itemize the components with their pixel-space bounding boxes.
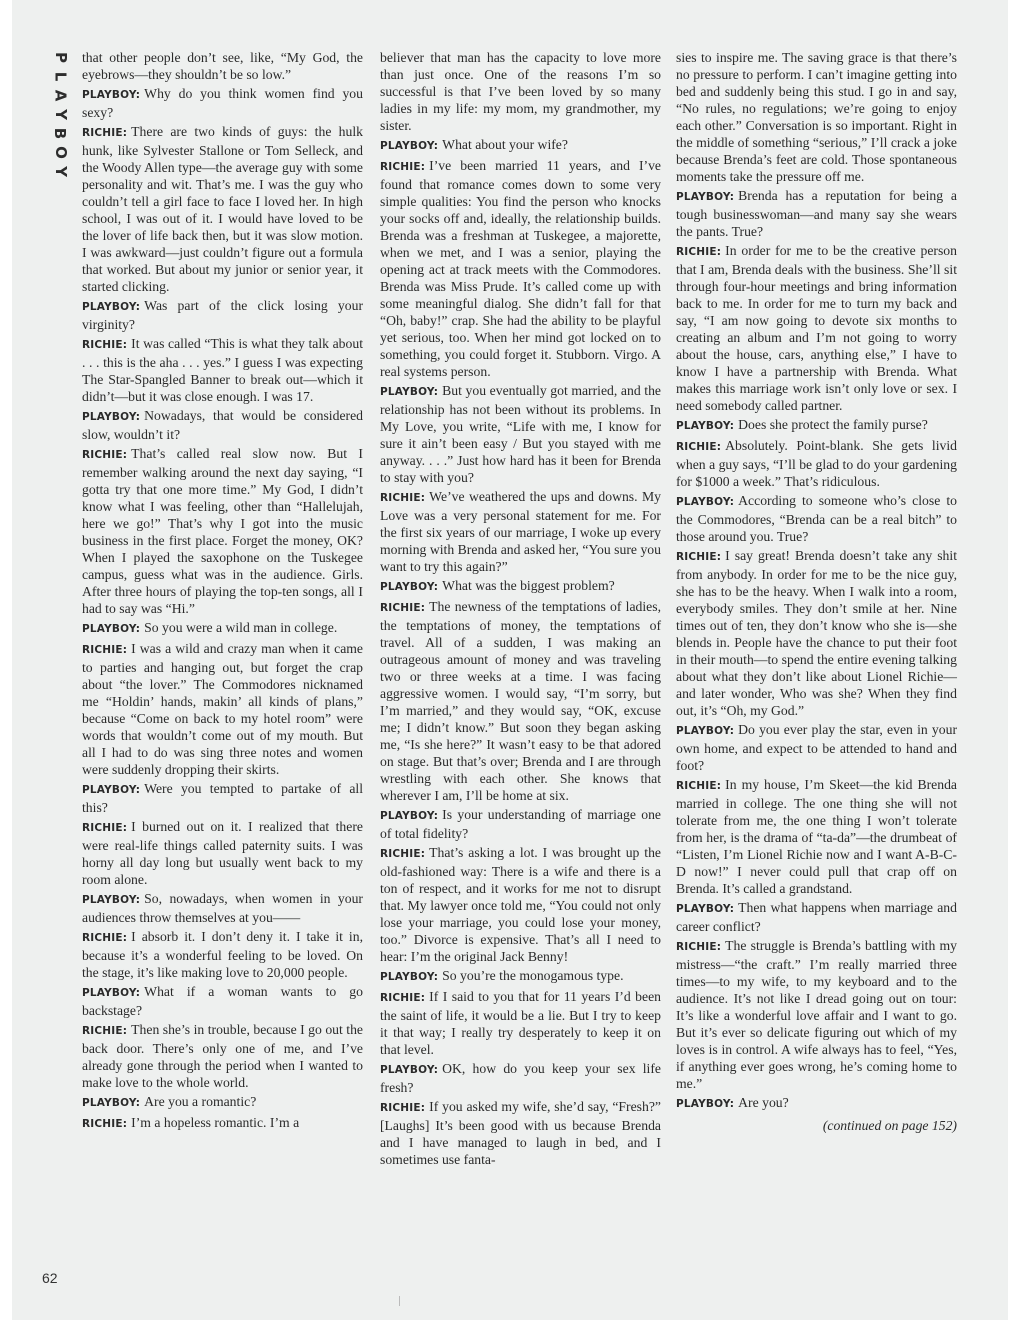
speaker-label: PLAYBOY: bbox=[676, 496, 735, 508]
interview-paragraph bbox=[380, 136, 661, 155]
paragraph-text: Do you ever play the star, even in your own home, and expect to be attended to hand and foot? bbox=[676, 722, 957, 773]
speaker-label: PLAYBOY: bbox=[676, 1098, 735, 1110]
magazine-name-letter: A bbox=[51, 89, 70, 102]
magazine-name-letter: Y bbox=[51, 109, 70, 120]
speaker-label: PLAYBOY: bbox=[676, 420, 735, 432]
interview-paragraph bbox=[82, 445, 363, 617]
text-column-2 bbox=[380, 49, 661, 1168]
speaker-label: RICHIE: bbox=[676, 941, 722, 953]
speaker-label: RICHIE: bbox=[82, 339, 128, 351]
paragraph-text: What was the biggest problem? bbox=[442, 578, 615, 593]
paragraph-text: There are two kinds of guys: the hulk hunk, like Sylvester Stallone or Tom Selleck, and the Woody Allen type—the average guy with some personality and wit. That’s me. I was the guy who couldn’t tell a girl face to face I loved her. In high school, I was out of it. I would have loved to be the lover of life back then, but it was slow motion. I was awkward—just couldn’t figure out a formula that worked. But about my junior or senior year, it started clicking. bbox=[82, 124, 363, 294]
speaker-label: RICHIE: bbox=[676, 246, 722, 258]
magazine-page bbox=[12, 0, 1008, 1320]
paragraph-text: Is your understanding of marriage one of total fidelity? bbox=[380, 807, 661, 841]
paragraph-text: The newness of the temptations of ladies, the temptations of money, the temptations of travel. All of a sudden, I was making an outrageous amount of money and was traveling two or three weeks at a time. I was facing aggressive women. I would say, “I’m sorry, but I’m married,” and they would say, “OK, excuse me; I didn’t know.” But soon they began asking me, “Is she here?” It wasn’t easy to be that adored on stage. But that’s over; Brenda and I are through wrestling with each other. She knows that wherever I am, I’ll be home at six. bbox=[380, 599, 661, 803]
paragraph-text: believer that man has the capacity to love more than just once. One of the reasons I’m so successful is that I’ve been loved by so many ladies in my life: my mom, my grandmother, my sister. bbox=[380, 50, 661, 133]
continued-note: (continued on page 152) bbox=[822, 1118, 957, 1133]
paragraph-text: Was part of the click losing your virginity? bbox=[82, 298, 363, 332]
paragraph-text: The struggle is Brenda’s battling with my mistress—“the craft.” I’m really married three times—to my wife, to my keyboard and to the audience. It’s not like I dread going out on tour: It’s like a wonderful love affair and I want to go. But it’s ever so delicate figuring out which of my loves is in control. A wife always has to feel, “Yes, if anything ever goes wrong, he’s coming home to me.” bbox=[676, 938, 957, 1091]
interview-paragraph bbox=[82, 928, 363, 981]
speaker-label: PLAYBOY: bbox=[676, 725, 735, 737]
speaker-label: PLAYBOY: bbox=[82, 987, 141, 999]
interview-paragraph bbox=[380, 382, 661, 486]
speaker-label: RICHIE: bbox=[676, 780, 722, 792]
interview-paragraph bbox=[676, 1094, 957, 1113]
page-number: 62 bbox=[42, 1270, 58, 1286]
speaker-label: PLAYBOY: bbox=[82, 411, 141, 423]
paragraph-text: But you eventually got married, and the relationship has not been without its problems. In My Love, you write, “Life with me, I know for sure it ain’t been easy / But you stayed with me anyway. . . .” Just how hard has it been for Brenda to stay with you? bbox=[380, 383, 661, 485]
magazine-name-letter: P bbox=[51, 52, 70, 63]
paragraph-text: Brenda has a reputation for being a tough businesswoman—and many say she wears the pants. True? bbox=[676, 188, 957, 239]
interview-paragraph bbox=[82, 49, 363, 83]
interview-paragraph bbox=[676, 899, 957, 935]
speaker-label: PLAYBOY: bbox=[380, 581, 439, 593]
speaker-label: RICHIE: bbox=[82, 449, 128, 461]
interview-paragraph bbox=[82, 85, 363, 121]
paragraph-text: Are you a romantic? bbox=[144, 1094, 257, 1109]
paragraph-text: What if a woman wants to go backstage? bbox=[82, 984, 363, 1018]
speaker-label: RICHIE: bbox=[380, 1102, 426, 1114]
interview-paragraph bbox=[380, 1060, 661, 1096]
speaker-label: PLAYBOY: bbox=[380, 971, 439, 983]
interview-paragraph bbox=[82, 890, 363, 926]
paragraph-text: If you asked my wife, she’d say, “Fresh?” [Laughs] It’s been good with us because Brenda and I have managed to laugh in bed, and I sometimes use fanta- bbox=[380, 1099, 661, 1167]
speaker-label: PLAYBOY: bbox=[676, 903, 735, 915]
magazine-name-letter: O bbox=[51, 146, 70, 159]
speaker-label: RICHIE: bbox=[82, 644, 128, 656]
interview-paragraph bbox=[676, 721, 957, 774]
paragraph-text: I’ve been married 11 years, and I’ve found that romance comes down to some very simple qualities: You find the person who knocks your socks off and, ideally, the relationship builds. Brenda was a freshman at Tuskegee, a majorette, when we met, and I was a senior, playing the opening act at track meets with the Commodores. Brenda was Miss Prude. It’s called come up with some meaningful dialog. She didn’t fall for that “Oh, baby!” crap. She had the ability to be playful yet serious, too. When her mind got locked on to something, you could forget it. Stubborn. Virgo. A real systems person. bbox=[380, 158, 661, 379]
paragraph-text: I absorb it. I don’t deny it. I take it in, because it’s a wonderful feeling to be loved. On the stage, it’s like making love to 20,000 people. bbox=[82, 929, 363, 980]
paragraph-text: I burned out on it. I realized that there were real-life things called paternity suits. I was horny all day long but usually went back to my room alone. bbox=[82, 819, 363, 887]
interview-paragraph bbox=[380, 844, 661, 965]
paragraph-text: Absolutely. Point-blank. She gets livid when a guy says, “I’ll be glad to do your gardening for $1000 a week.” That’s ridiculous. bbox=[676, 438, 957, 489]
interview-paragraph bbox=[676, 492, 957, 545]
speaker-label: RICHIE: bbox=[82, 1025, 128, 1037]
interview-paragraph bbox=[380, 488, 661, 575]
interview-paragraph bbox=[676, 187, 957, 240]
paragraph-text: Are you? bbox=[738, 1095, 789, 1110]
interview-paragraph bbox=[82, 297, 363, 333]
speaker-label: PLAYBOY: bbox=[676, 191, 735, 203]
speaker-label: PLAYBOY: bbox=[82, 89, 141, 101]
paragraph-text: I’m a hopeless romantic. I’m a bbox=[131, 1115, 300, 1130]
speaker-label: RICHIE: bbox=[380, 492, 426, 504]
paragraph-text: That’s called real slow now. But I remember walking around the next day saying, “I gotta try that one more time.” My God, I didn’t know what I was feeling, other than “Hallelujah, here we go!” That’s why I got into the music business in the first place. Forget the money, OK? When I played the saxophone on the Tuskegee campus, guess what was in the audience. Girls. After three hours of playing the top-ten songs, all I had to say was “Hi.” bbox=[82, 446, 363, 616]
speaker-label: RICHIE: bbox=[82, 822, 128, 834]
speaker-label: PLAYBOY: bbox=[82, 301, 141, 313]
paragraph-text: What about your wife? bbox=[442, 137, 568, 152]
speaker-label: RICHIE: bbox=[380, 992, 426, 1004]
interview-paragraph bbox=[676, 437, 957, 490]
speaker-label: RICHIE: bbox=[82, 127, 128, 139]
magazine-name-letter: B bbox=[51, 127, 70, 140]
interview-paragraph bbox=[82, 619, 363, 638]
speaker-label: RICHIE: bbox=[380, 161, 426, 173]
interview-paragraph bbox=[380, 157, 661, 380]
interview-paragraph bbox=[380, 598, 661, 804]
paragraph-text: So you were a wild man in college. bbox=[144, 620, 338, 635]
paragraph-text: We’ve weathered the ups and downs. My Love was a very personal statement for me. For the first six years of our marriage, I woke up every morning with Brenda and asked her, “You sure you want to try this again?” bbox=[380, 489, 661, 574]
interview-paragraph bbox=[380, 988, 661, 1058]
interview-paragraph bbox=[676, 547, 957, 719]
interview-paragraph bbox=[82, 640, 363, 778]
paragraph-text: Then she’s in trouble, because I go out the back door. There’s only one of me, and I’ve already gone through the period when I wanted to make love to the whole world. bbox=[82, 1022, 363, 1090]
paragraph-text: I was a wild and crazy man when it came to parties and hanging out, but forget the crap about “the lover.” The Commodores nicknamed me “Holdin’ hands, makin’ all kinds of plans,” because “Come on back to my hotel room” were words that wouldn’t come out of my mouth. But all I had to do was sing three notes and women were suddenly dropping their skirts. bbox=[82, 641, 363, 777]
speaker-label: PLAYBOY: bbox=[380, 810, 439, 822]
text-column-1 bbox=[82, 49, 363, 1133]
paragraph-text: Then what happens when marriage and career conflict? bbox=[676, 900, 957, 934]
paragraph-text: that other people don’t see, like, “My God, the eyebrows—they shouldn’t be so low.” bbox=[82, 50, 363, 82]
interview-paragraph bbox=[676, 49, 957, 185]
interview-paragraph bbox=[82, 1093, 363, 1112]
interview-paragraph bbox=[82, 335, 363, 405]
interview-paragraph bbox=[380, 967, 661, 986]
interview-paragraph bbox=[380, 806, 661, 842]
paragraph-text: So, nowadays, when women in your audiences throw themselves at you—— bbox=[82, 891, 363, 925]
interview-paragraph bbox=[82, 407, 363, 443]
speaker-label: RICHIE: bbox=[380, 848, 426, 860]
interview-paragraph bbox=[380, 577, 661, 596]
paragraph-text: If I said to you that for 11 years I’d been the saint of life, it would be a lie. But I try to keep it that way; I really try desperately to keep it on that level. bbox=[380, 989, 661, 1057]
speaker-label: RICHIE: bbox=[82, 932, 128, 944]
speaker-label: PLAYBOY: bbox=[82, 623, 141, 635]
paragraph-text: I say great! Brenda doesn’t take any shit from anybody. In order for me to be the nice guy, she has to be the heavy. When I walk into a room, everybody smiles. They don’t smile at her. Nine times out of ten, they don’t know who she is—she blends in. People have the chance to put their foot in their mouth—to spend the entire evening talking about what they don’t like about Lionel Richie—and later wonder, Who was she? When they find out, it’s “Oh, my God.” bbox=[676, 548, 957, 718]
speaker-label: RICHIE: bbox=[676, 441, 722, 453]
interview-paragraph bbox=[676, 416, 957, 435]
interview-paragraph bbox=[82, 780, 363, 816]
paragraph-text: Does she protect the family purse? bbox=[738, 417, 928, 432]
paragraph-text: Were you tempted to partake of all this? bbox=[82, 781, 363, 815]
magazine-name-letter: L bbox=[51, 71, 70, 82]
interview-paragraph bbox=[82, 1021, 363, 1091]
speaker-label: RICHIE: bbox=[380, 602, 426, 614]
magazine-name-vertical bbox=[40, 48, 80, 208]
interview-paragraph bbox=[676, 242, 957, 414]
interview-paragraph bbox=[82, 818, 363, 888]
interview-paragraph bbox=[676, 937, 957, 1092]
paragraph-text: In my house, I’m Skeet—the kid Brenda married in college. The one thing she will not tolerate from me, the one thing I won’t tolerate from her, is the drama of “ta-da”—the drumbeat of “Listen, I’m Lionel Richie now and I want A-B-C-D now!” I never could pull that crap off on Brenda. It’s called a grandstand. bbox=[676, 777, 957, 896]
speaker-label: PLAYBOY: bbox=[82, 784, 141, 796]
speaker-label: PLAYBOY: bbox=[82, 894, 141, 906]
interview-paragraph bbox=[380, 1098, 661, 1168]
speaker-label: RICHIE: bbox=[676, 551, 722, 563]
interview-paragraph bbox=[676, 776, 957, 897]
speaker-label: RICHIE: bbox=[82, 1118, 128, 1130]
fold-mark bbox=[399, 1296, 400, 1306]
interview-paragraph bbox=[82, 983, 363, 1019]
text-column-3 bbox=[676, 49, 957, 1134]
paragraph-text: Why do you think women find you sexy? bbox=[82, 86, 363, 120]
interview-paragraph bbox=[82, 1114, 363, 1133]
paragraph-text: sies to inspire me. The saving grace is that there’s no pressure to perform. I can’t imagine getting into bed and suddenly being this stud. I go in and say, “No rules, no regulations; we’re going to enjoy each other.” Conversation is so important. Right in the middle of something “serious,” I’ll crack a joke because Brenda’s feet are cold. Those spontaneous moments take the pressure off me. bbox=[676, 50, 957, 184]
paragraph-text: In order for me to be the creative person that I am, Brenda deals with the business. She’ll sit through four-hour meetings and bring information back to me. In order for me to turn my back and say, “I am now going to devote six months to creating an album and I’m not going to worry about the house, cars, anything else,” I have to know I have a partnership with Brenda. What makes this marriage work isn’t only love or sex. I need somebody called partner. bbox=[676, 243, 957, 413]
speaker-label: PLAYBOY: bbox=[380, 386, 439, 398]
paragraph-text: According to someone who’s close to the Commodores, “Brenda can be a real bitch” to those around you. True? bbox=[676, 493, 957, 544]
interview-paragraph bbox=[380, 49, 661, 134]
speaker-label: PLAYBOY: bbox=[82, 1097, 141, 1109]
paragraph-text: It was called “This is what they talk about . . . this is the aha . . . yes.” I guess I was expecting The Star-Spangled Banner to break out—which it didn’t—but it was close enough. I was 17. bbox=[82, 336, 363, 404]
paragraph-text: OK, how do you keep your sex life fresh? bbox=[380, 1061, 661, 1095]
paragraph-text: Nowadays, that would be considered slow, wouldn’t it? bbox=[82, 408, 363, 442]
magazine-name-letter: Y bbox=[51, 166, 70, 177]
paragraph-text: So you’re the monogamous type. bbox=[442, 968, 624, 983]
paragraph-text: That’s asking a lot. I was brought up the old-fashioned way: There is a wife and there is a ton of respect, and it works for me not to disrupt that. My lawyer once told me, “You could not only lose your marriage, you could lose your money, too.” Divorce is expensive. That’s all I need to hear: I’m the original Jack Benny! bbox=[380, 845, 661, 964]
interview-paragraph bbox=[82, 123, 363, 295]
speaker-label: PLAYBOY: bbox=[380, 1064, 439, 1076]
speaker-label: PLAYBOY: bbox=[380, 140, 439, 152]
